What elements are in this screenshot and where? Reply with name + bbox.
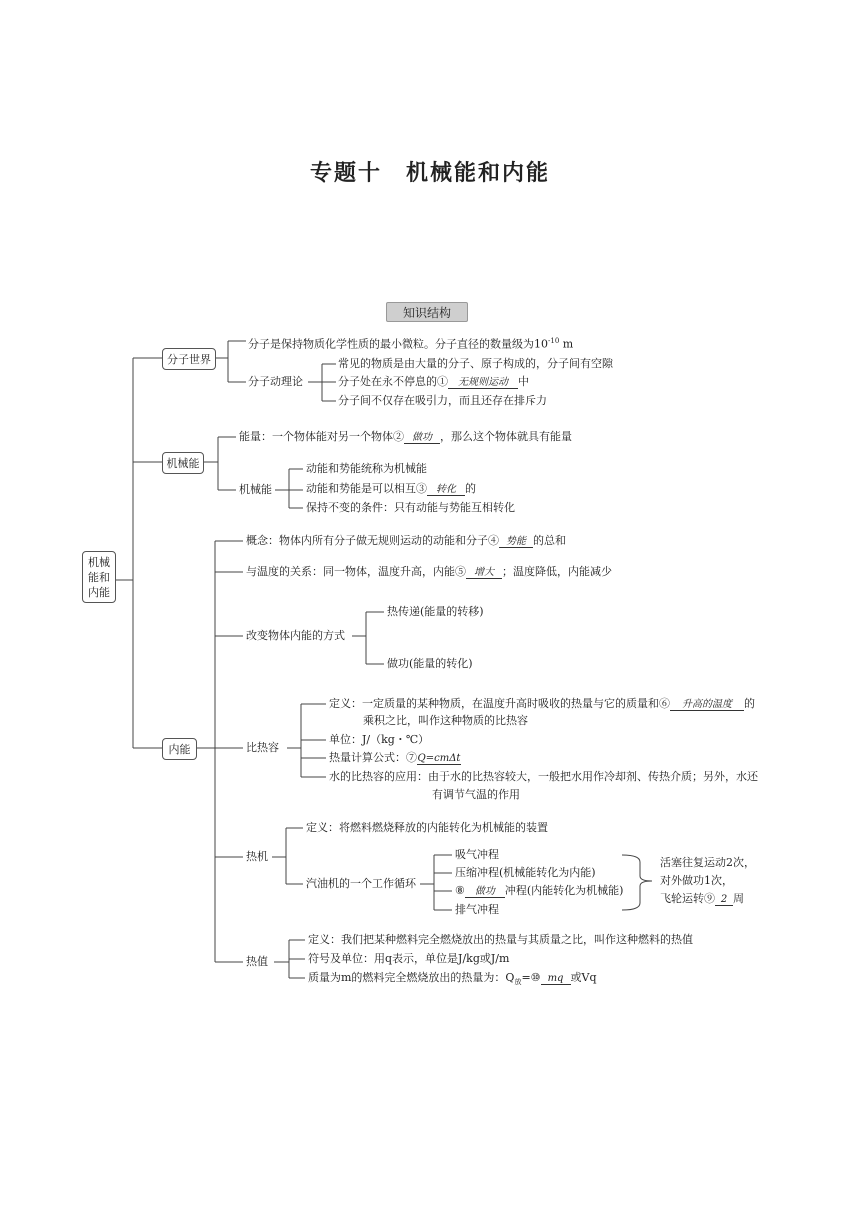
mech-item-2 — [306, 482, 476, 496]
answer-4: 势能 — [499, 536, 533, 548]
fenzi-theory: 分子动理论 — [248, 375, 303, 388]
change-method: 改变物体内能的方式 — [246, 629, 345, 642]
hv-def: 定义：我们把某种燃料完全燃烧放出的热量与其质量之比，叫作这种燃料的热值 — [308, 933, 693, 946]
b3-pre: 热量计算公式：⑦ — [329, 751, 417, 764]
specific-heat: 比热容 — [246, 741, 279, 754]
root-line-1: 机械 — [88, 555, 110, 569]
answer-8: 做功 — [465, 886, 505, 898]
sh-app-cont: 有调节气温的作用 — [432, 788, 520, 801]
node-fenzi: 分子世界 — [162, 348, 216, 370]
c1-pre: 概念：物体内所有分子做无规则运动的动能和分子④ — [246, 534, 499, 547]
cycle-note-1: 活塞往复运动2次， — [660, 856, 755, 869]
fenzi-line-1 — [248, 334, 573, 352]
t2-post: 中 — [518, 375, 529, 388]
change-work: 做功(能量的转化) — [387, 657, 473, 670]
z3-sub: 放 — [514, 978, 522, 987]
engine-cycle: 汽油机的一个工作循环 — [306, 877, 416, 890]
z3-pre: 质量为m的燃料完全燃烧放出的热量为：Q — [308, 971, 515, 984]
z3-post: 或Vq — [570, 971, 597, 984]
s3-post: 冲程(内能转化为机械能) — [504, 884, 624, 897]
z3-mid: =⑩ — [521, 971, 541, 984]
sh-formula — [329, 751, 461, 765]
e1-pre: 能量：一个物体能对另一个物体② — [239, 430, 404, 443]
root-line-2: 能和 — [88, 570, 110, 584]
section-tag: 知识结构 — [386, 302, 468, 322]
answer-5: 增大 — [466, 567, 502, 579]
node-jixie: 机械能 — [162, 452, 204, 474]
stroke-exhaust: 排气冲程 — [455, 903, 499, 916]
heat-engine: 热机 — [246, 850, 268, 863]
theory-item-3: 分子间不仅存在吸引力，而且还存在排斥力 — [338, 394, 547, 407]
answer-1: 无规则运动 — [448, 377, 518, 389]
fenzi-l1-text: 分子是保持物质化学性质的最小微粒。分子直径的数量级为10 — [248, 337, 548, 351]
b1-pre: 定义：一定质量的某种物质，在温度升高时吸收的热量与它的质量和⑥ — [329, 697, 670, 710]
answer-2: 做功 — [404, 432, 440, 444]
n3-pre: 飞轮运转⑨ — [660, 892, 715, 905]
node-neineng: 内能 — [162, 738, 197, 760]
answer-10: mq — [541, 973, 571, 985]
m2-pre: 动能和势能是可以相互③ — [306, 482, 427, 495]
sh-def-cont: 乘积之比，叫作这种物质的比热容 — [363, 714, 528, 727]
fenzi-l1-unit: m — [559, 337, 574, 351]
c2-pre: 与温度的关系：同一物体，温度升高，内能⑤ — [246, 565, 466, 578]
t2-pre: 分子处在永不停息的① — [338, 375, 448, 388]
theory-item-1: 常见的物质是由大量的分子、原子构成的，分子间有空隙 — [338, 357, 613, 370]
fenzi-l1-exp: -10 — [548, 337, 560, 345]
n3-post: 周 — [733, 892, 744, 905]
page-title: 专题十 机械能和内能 — [309, 161, 550, 186]
hv-formula — [308, 971, 597, 989]
c2-post: ；温度降低，内能减少 — [502, 565, 612, 578]
stroke-intake: 吸气冲程 — [455, 848, 499, 861]
m2-post: 的 — [465, 482, 476, 495]
c1-post: 的总和 — [533, 534, 566, 547]
answer-9: 2 — [715, 894, 733, 906]
sh-app: 水的比热容的应用：由于水的比热容较大，一般把水用作冷却剂、传热介质；另外，水还 — [329, 770, 758, 783]
cycle-note-2: 对外做功1次， — [660, 874, 733, 887]
s3-pre: ⑧ — [455, 884, 465, 897]
change-heat: 热传递(能量的转移) — [387, 605, 484, 618]
mech-item-3: 保持不变的条件：只有动能与势能互相转化 — [306, 501, 515, 514]
theory-item-2 — [338, 375, 529, 389]
energy-def — [239, 430, 572, 444]
sh-unit: 单位：J/（kg・℃） — [329, 733, 430, 746]
engine-def: 定义：将燃料燃烧释放的内能转化为机械能的装置 — [306, 821, 548, 834]
answer-3: 转化 — [427, 484, 465, 496]
cycle-note-3 — [660, 892, 744, 906]
jixie-sub: 机械能 — [239, 483, 272, 496]
answer-6: 升高的温度 — [670, 699, 744, 711]
answer-7: Q=cmΔt — [417, 753, 461, 764]
stroke-power — [455, 884, 623, 898]
b1-post: 的 — [744, 697, 755, 710]
hv-unit: 符号及单位：用q表示，单位是J/kg或J/m — [308, 952, 510, 965]
e1-post: ，那么这个物体就具有能量 — [440, 430, 572, 443]
root-node — [82, 551, 116, 603]
root-line-3: 内能 — [88, 585, 110, 599]
sh-def — [329, 697, 755, 711]
mech-item-1: 动能和势能统称为机械能 — [306, 462, 427, 475]
internal-temp — [246, 565, 612, 579]
internal-concept — [246, 534, 566, 548]
heat-value: 热值 — [246, 955, 268, 968]
stroke-compress: 压缩冲程(机械能转化为内能) — [455, 866, 596, 879]
